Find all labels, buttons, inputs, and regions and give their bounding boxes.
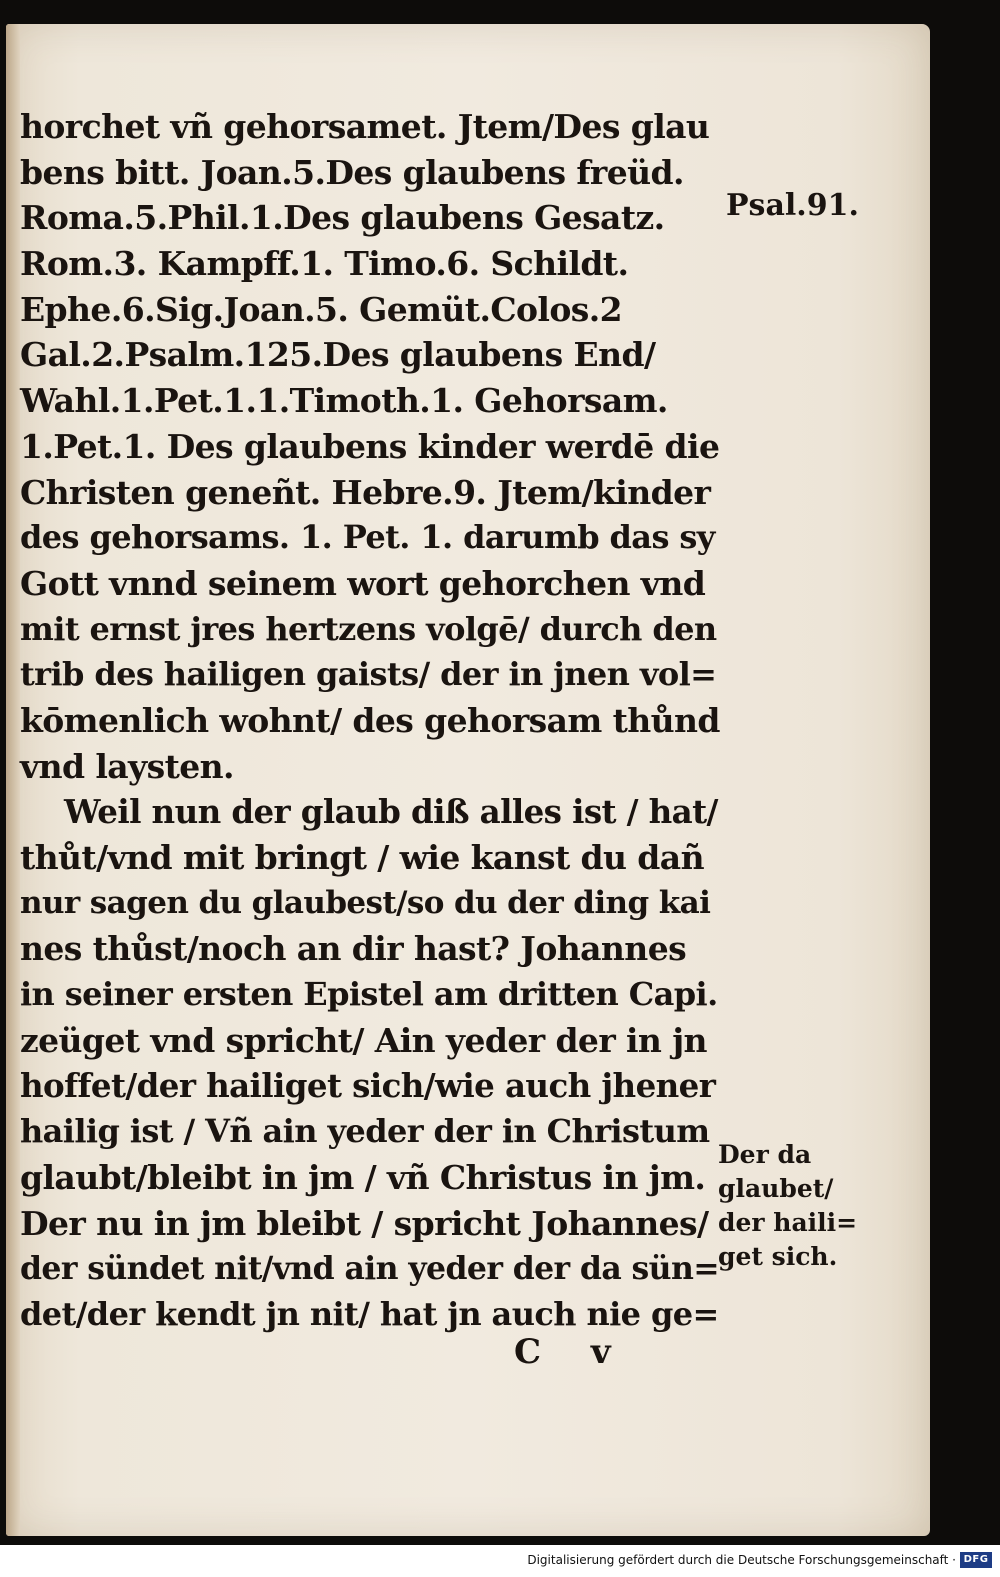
text-line: Gott vnnd seinem wort gehorchen vnd bbox=[20, 563, 706, 603]
margin-gloss-line: Der da bbox=[718, 1140, 812, 1169]
margin-gloss-line: get sich. bbox=[718, 1242, 838, 1271]
text-line: bens bitt. Joan.5.Des glaubens freüd. bbox=[20, 152, 684, 192]
page-gutter bbox=[6, 24, 20, 1536]
margin-gloss-line: der haili= bbox=[718, 1208, 858, 1237]
text-line: hailig ist / Vñ ain yeder der in Christum bbox=[20, 1112, 710, 1151]
text-line: thůt/vnd mit bringt / wie kanst du dañ bbox=[20, 838, 704, 877]
text-line: zeüget vnd spricht/ Ain yeder der in jn bbox=[20, 1020, 707, 1060]
text-line: horchet vñ gehorsamet. Jtem/Des glau bbox=[20, 107, 710, 146]
signature-mark: C v bbox=[514, 1332, 613, 1372]
text-line: Roma.5.Phil.1.Des glaubens Gesatz. bbox=[20, 198, 665, 238]
margin-gloss bbox=[718, 1138, 857, 1274]
text-line: Wahl.1.Pet.1.1.Timoth.1. Gehorsam. bbox=[20, 381, 668, 421]
text-line: kōmenlich wohnt/ des gehorsam thůnd bbox=[20, 700, 720, 740]
text-line: vnd laysten. bbox=[20, 746, 234, 786]
text-line: 1.Pet.1. Des glaubens kinder werdē die bbox=[20, 426, 720, 466]
text-line: hoffet/der hailiget sich/wie auch jhener bbox=[20, 1066, 716, 1106]
text-line: nes thůst/noch an dir hast? Johannes bbox=[20, 929, 687, 969]
funding-credit: Digitalisierung gefördert durch die Deutsche Forschungsgemeinschaft · bbox=[527, 1553, 956, 1567]
text-line: glaubt/bleibt in jm / vñ Christus in jm. bbox=[20, 1157, 706, 1197]
dfg-logo: DFG bbox=[960, 1552, 992, 1568]
margin-reference-psalm: Psal.91. bbox=[726, 188, 859, 223]
text-line: det/der kendt jn nit/ hat jn auch nie ge= bbox=[20, 1294, 719, 1333]
text-line: Gal.2.Psalm.125.Des glaubens End/ bbox=[20, 335, 656, 375]
paragraph-start-line: Weil nun der glaub diß alles ist / hat/ bbox=[64, 792, 718, 832]
text-line: Christen geneñt. Hebre.9. Jtem/kinder bbox=[20, 472, 711, 512]
text-line: Der nu in jm bleibt / spricht Johannes/ bbox=[20, 1203, 709, 1243]
body-text bbox=[20, 104, 720, 1338]
text-line: nur sagen du glaubest/so du der ding kai bbox=[20, 884, 711, 921]
footer-bar bbox=[0, 1547, 1000, 1577]
text-line: mit ernst jres hertzens volgē/ durch den bbox=[20, 609, 717, 648]
text-line: Rom.3. Kampff.1. Timo.6. Schildt. bbox=[20, 244, 629, 284]
text-line: des gehorsams. 1. Pet. 1. darumb das sy bbox=[20, 518, 715, 557]
text-line: in seiner ersten Epistel am dritten Capi. bbox=[20, 975, 718, 1014]
text-line: der sündet nit/vnd ain yeder der da sün= bbox=[20, 1250, 720, 1288]
text-line: trib des hailigen gaists/ der in jnen vol= bbox=[20, 655, 717, 694]
text-line: Ephe.6.Sig.Joan.5. Gemüt.Colos.2 bbox=[20, 289, 622, 329]
margin-gloss-line: glaubet/ bbox=[718, 1174, 834, 1203]
